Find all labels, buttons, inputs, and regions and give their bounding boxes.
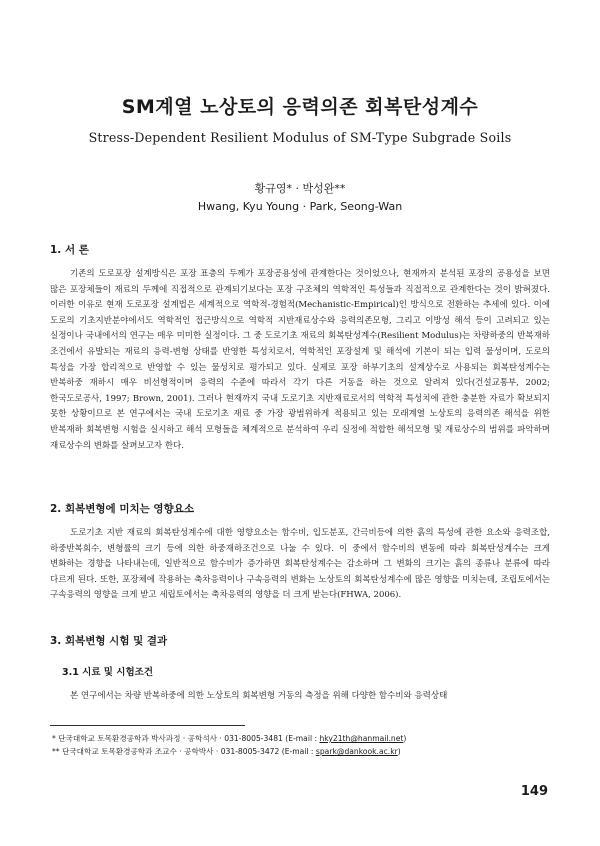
authors-english: Hwang, Kyu Young · Park, Seong-Wan <box>197 200 403 213</box>
paper-title-korean: SM계열 노상토의 응력의존 회복탄성계수 <box>121 96 479 118</box>
authors-korean: 황규영* · 박성완** <box>254 182 346 195</box>
footnote-2 <box>52 746 401 757</box>
footnote-2-email[interactable]: spark@dankook.ac.kr <box>315 747 398 756</box>
page-number: 149 <box>520 784 548 799</box>
footnote-1-email[interactable]: hky21th@hanmail.net <box>319 734 404 743</box>
footnote-2-mark: ** <box>52 747 60 756</box>
section-3-paragraph: 본 연구에서는 차량 반복하중에 의한 노상토의 회복변형 거동의 측정을 위해 다양한 함수비와 응력상태 <box>70 691 448 701</box>
section-3-1-subheading: 3.1 시료 및 시험조건 <box>62 667 153 678</box>
footnote-1-mark: * <box>52 734 56 743</box>
section-2-heading: 2. 회복변형에 미치는 영향요소 <box>50 503 194 515</box>
section-1-paragraph: 기존의 도로포장 설계방식은 포장 표층의 두께가 포장공용성에 관계한다는 것이었으나, 현재까지 분석된 포장의 공용성을 보면 많은 포장체들이 재료의 두께에 직접적으로 관계되기보다는 포장 구조체의 역학적인 특성들과 직접적으로 관계한다는 것이 밝혀졌다. 이러한 이유로 현재 도로포장 설계법은 세계적으로 역학적-경험적(Mechanistic-Empirical)인 방식으로 전환하는 추세에 있다. 이에 도로의 기초지반분야에서도 역학적인 접근방식으로 역학적 지반재료상수와 응력의존모형, 그리고 이방성 해석 등이 고려되고 있는 실정이나 국내에서의 연구는 매우 미미한 실정이다. 그 중 도로기초 재료의 회복탄성계수(Resilient Modulus)는 차량하중의 반복재하 조건에서 유발되는 재료의 응력-변형 상태를 반영한 특성치로서, 역학적인 포장설계 및 해석에 기본이 되는 입력 물성이며, 도로의 특성을 가장 합리적으로 반영할 수 있는 물성치로 평가되고 있다. 실제로 포장 하부기초의 설계상수로 사용되는 회복탄성계수는 반복하중 재하시 매우 비선형적이며 응력의 수준에 따라서 각기 다른 거동을 하는 것으로 알려져 있다(건설교통부, 2002; 한국도로공사, 1997; Brown, 2001). 그러나 현재까지 국내 도로기초 지반재료로서의 역학적 특성치에 관한 충분한 자료가 확보되지 못한 상황이므로 본 연구에서는 국내 도로기초 재료 중 가장 광범위하게 적용되고 있는 모래계열 노상토의 응력의존 해석을 위한 반복재하 회복변형 시험을 실시하고 해석 모형들을 체계적으로 분석하여 우리 실정에 적합한 해석모형 및 재료상수의 범위를 파악하며 재료상수의 변화를 살펴보고자 한다. <box>50 269 550 451</box>
footnote-divider <box>50 725 245 726</box>
footnote-1-close: ) <box>403 734 407 743</box>
footnote-2-close: ) <box>397 747 401 756</box>
paper-title-english: Stress-Dependent Resilient Modulus of SM-Type Subgrade Soils <box>88 130 512 145</box>
section-3-heading: 3. 회복변형 시험 및 결과 <box>50 635 168 647</box>
footnote-1 <box>52 733 406 744</box>
footnote-1-text: 단국대학교 토목환경공학과 박사과정 · 공학석사 · 031-8005-3481 (E-mail : <box>58 734 320 743</box>
section-2-paragraph: 도로기초 지반 재료의 회복탄성계수에 대한 영향요소는 함수비, 입도분포, 간극비등에 의한 흙의 특성에 관한 요소와 응력조합, 하중반복회수, 변형률의 크기 등에 의한 하중재하조건으로 나눌 수 있다. 이 중에서 함수비의 변동에 따라 회복탄성계수는 크게 변화하는 경향을 나타내는데, 일반적으로 함수비가 증가하면 회복탄성계수는 감소하며 그 변화의 크기는 흙의 종류나 분류에 따라 다르게 된다. 또한, 포장체에 작용하는 축차응력이나 구속응력의 변화는 노상토의 회복탄성계수에 많은 영향을 미치는데, 조립토에서는 구속응력의 영향을 크게 받고 세립토에서는 축차응력의 영향을 더 크게 받는다(FHWA, 2006). <box>50 528 550 601</box>
footnote-2-text: 단국대학교 토목환경공학과 조교수 · 공학박사 · 031-8005-3472 (E-mail : <box>62 747 316 756</box>
section-1-heading: 1. 서 론 <box>50 244 89 256</box>
